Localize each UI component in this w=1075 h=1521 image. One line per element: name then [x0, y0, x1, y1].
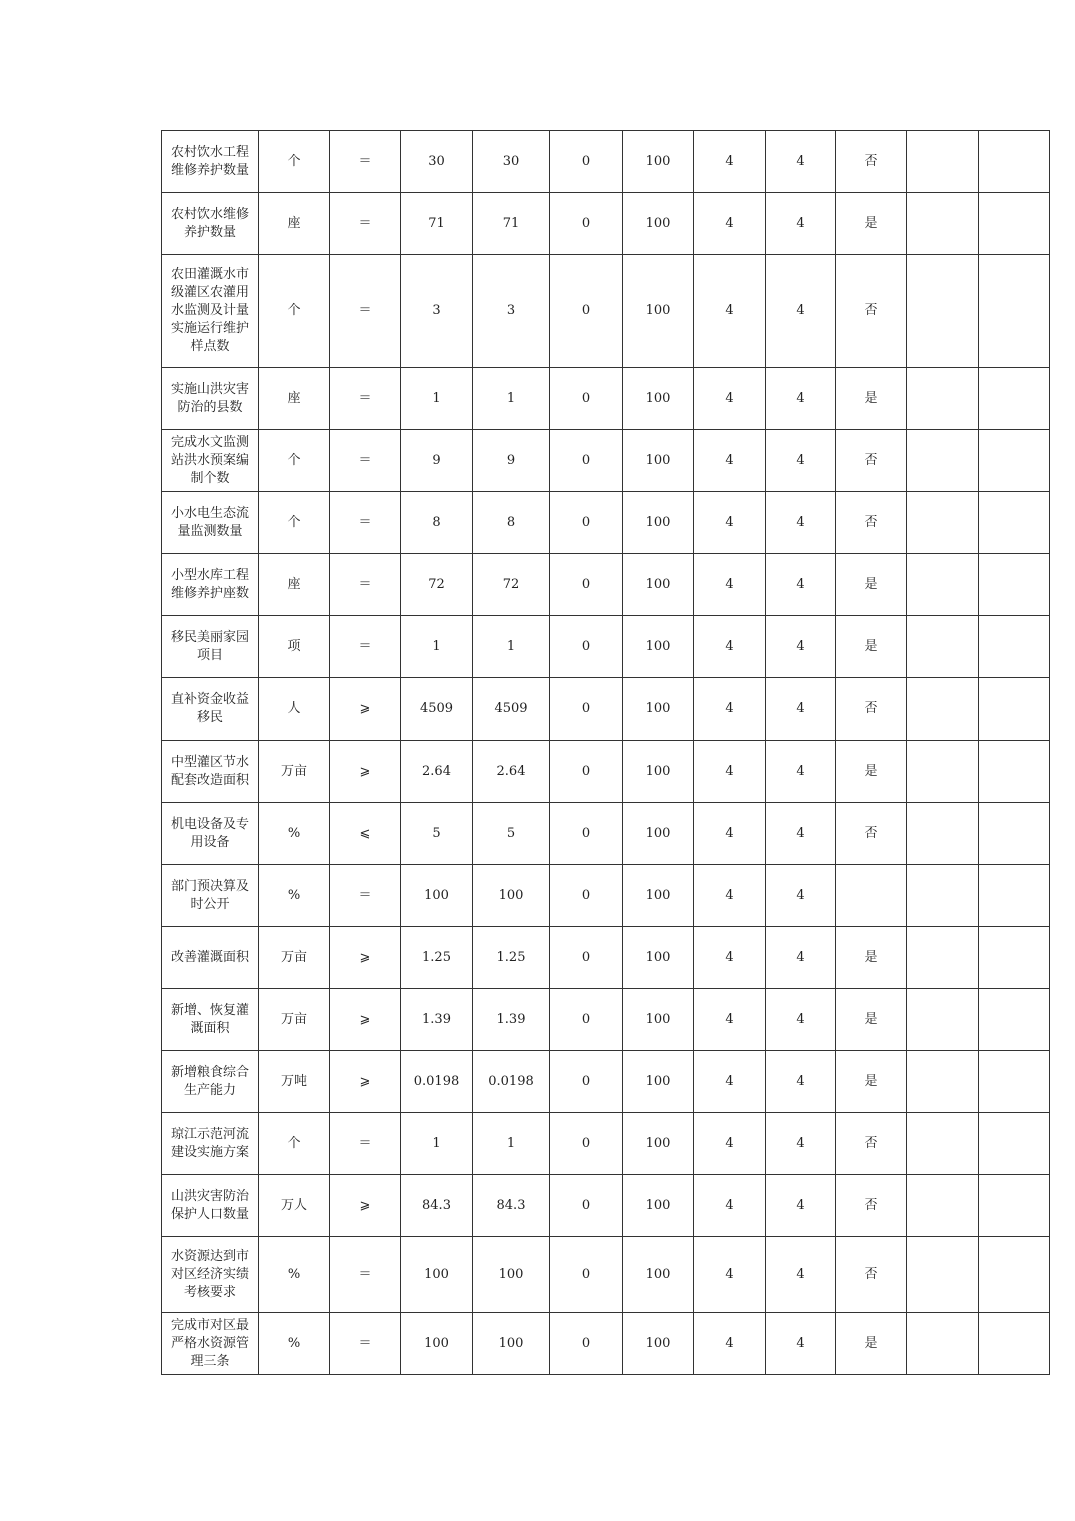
operator-cell: ⩾ — [330, 678, 401, 741]
weight-cell: 4 — [694, 1175, 766, 1237]
blank-cell — [907, 865, 979, 927]
actual-value-cell: 4509 — [473, 678, 550, 741]
score-cell: 4 — [766, 492, 836, 554]
target-value-cell: 2.64 — [401, 741, 473, 803]
weight-cell: 4 — [694, 989, 766, 1051]
completion-rate-cell: 100 — [623, 678, 694, 741]
score-cell: 4 — [766, 255, 836, 368]
target-value-cell: 1 — [401, 616, 473, 678]
flag-cell: 否 — [836, 492, 907, 554]
score-cell: 4 — [766, 803, 836, 865]
completion-rate-cell: 100 — [623, 430, 694, 492]
target-value-cell: 5 — [401, 803, 473, 865]
target-value-cell: 1.25 — [401, 927, 473, 989]
operator-cell: ⩾ — [330, 989, 401, 1051]
unit-cell: 个 — [259, 492, 330, 554]
unit-cell: 万亩 — [259, 989, 330, 1051]
table-row — [162, 1237, 1050, 1313]
actual-value-cell: 2.64 — [473, 741, 550, 803]
score-cell: 4 — [766, 865, 836, 927]
operator-cell: ⩾ — [330, 1175, 401, 1237]
score-cell: 4 — [766, 989, 836, 1051]
flag-cell — [836, 865, 907, 927]
flag-cell: 是 — [836, 989, 907, 1051]
flag-cell: 否 — [836, 1237, 907, 1313]
score-cell: 4 — [766, 554, 836, 616]
table-row — [162, 1113, 1050, 1175]
deviation-cell: 0 — [550, 430, 623, 492]
completion-rate-cell: 100 — [623, 1175, 694, 1237]
weight-cell: 4 — [694, 554, 766, 616]
unit-cell: 万人 — [259, 1175, 330, 1237]
weight-cell: 4 — [694, 803, 766, 865]
actual-value-cell: 0.0198 — [473, 1051, 550, 1113]
unit-cell: 人 — [259, 678, 330, 741]
indicator-name-cell: 改善灌溉面积 — [162, 927, 259, 989]
weight-cell: 4 — [694, 255, 766, 368]
unit-cell: 个 — [259, 255, 330, 368]
completion-rate-cell: 100 — [623, 803, 694, 865]
blank-cell — [979, 430, 1050, 492]
blank-cell — [979, 368, 1050, 430]
completion-rate-cell: 100 — [623, 616, 694, 678]
weight-cell: 4 — [694, 1051, 766, 1113]
weight-cell: 4 — [694, 1313, 766, 1375]
table-row — [162, 1051, 1050, 1113]
target-value-cell: 4509 — [401, 678, 473, 741]
actual-value-cell: 1.25 — [473, 927, 550, 989]
completion-rate-cell: 100 — [623, 1051, 694, 1113]
indicator-name-cell: 农田灌溉水市级灌区农灌用水监测及计量实施运行维护样点数 — [162, 255, 259, 368]
flag-cell: 是 — [836, 554, 907, 616]
indicator-name-cell: 完成市对区最严格水资源管理三条 — [162, 1313, 259, 1375]
operator-cell: ＝ — [330, 430, 401, 492]
blank-cell — [907, 1237, 979, 1313]
weight-cell: 4 — [694, 368, 766, 430]
table-row — [162, 193, 1050, 255]
actual-value-cell: 71 — [473, 193, 550, 255]
weight-cell: 4 — [694, 865, 766, 927]
actual-value-cell: 100 — [473, 1313, 550, 1375]
indicator-name-cell: 琼江示范河流建设实施方案 — [162, 1113, 259, 1175]
indicator-name-cell: 新增粮食综合生产能力 — [162, 1051, 259, 1113]
table-row — [162, 492, 1050, 554]
weight-cell: 4 — [694, 927, 766, 989]
table-row — [162, 430, 1050, 492]
deviation-cell: 0 — [550, 1051, 623, 1113]
table-row — [162, 803, 1050, 865]
blank-cell — [979, 803, 1050, 865]
blank-cell — [979, 678, 1050, 741]
deviation-cell: 0 — [550, 1313, 623, 1375]
operator-cell: ＝ — [330, 1313, 401, 1375]
completion-rate-cell: 100 — [623, 492, 694, 554]
unit-cell: % — [259, 865, 330, 927]
completion-rate-cell: 100 — [623, 1313, 694, 1375]
operator-cell: ＝ — [330, 255, 401, 368]
deviation-cell: 0 — [550, 131, 623, 193]
operator-cell: ⩾ — [330, 741, 401, 803]
weight-cell: 4 — [694, 616, 766, 678]
indicator-name-cell: 中型灌区节水配套改造面积 — [162, 741, 259, 803]
table-row — [162, 131, 1050, 193]
indicator-name-cell: 部门预决算及时公开 — [162, 865, 259, 927]
target-value-cell: 1 — [401, 368, 473, 430]
weight-cell: 4 — [694, 492, 766, 554]
deviation-cell: 0 — [550, 1113, 623, 1175]
score-cell: 4 — [766, 1051, 836, 1113]
target-value-cell: 1.39 — [401, 989, 473, 1051]
completion-rate-cell: 100 — [623, 368, 694, 430]
deviation-cell: 0 — [550, 492, 623, 554]
actual-value-cell: 1 — [473, 616, 550, 678]
table-row — [162, 865, 1050, 927]
score-cell: 4 — [766, 1313, 836, 1375]
completion-rate-cell: 100 — [623, 1113, 694, 1175]
deviation-cell: 0 — [550, 368, 623, 430]
actual-value-cell: 72 — [473, 554, 550, 616]
unit-cell: 座 — [259, 193, 330, 255]
blank-cell — [907, 678, 979, 741]
actual-value-cell: 30 — [473, 131, 550, 193]
actual-value-cell: 1 — [473, 368, 550, 430]
score-cell: 4 — [766, 1237, 836, 1313]
target-value-cell: 0.0198 — [401, 1051, 473, 1113]
score-cell: 4 — [766, 368, 836, 430]
table-row — [162, 1175, 1050, 1237]
table-row — [162, 1313, 1050, 1375]
deviation-cell: 0 — [550, 554, 623, 616]
flag-cell: 是 — [836, 1313, 907, 1375]
table-body — [162, 131, 1050, 1375]
blank-cell — [907, 554, 979, 616]
blank-cell — [979, 1313, 1050, 1375]
flag-cell: 否 — [836, 430, 907, 492]
blank-cell — [979, 131, 1050, 193]
indicator-name-cell: 农村饮水维修养护数量 — [162, 193, 259, 255]
deviation-cell: 0 — [550, 803, 623, 865]
actual-value-cell: 9 — [473, 430, 550, 492]
unit-cell: 万亩 — [259, 927, 330, 989]
score-cell: 4 — [766, 1113, 836, 1175]
indicator-name-cell: 实施山洪灾害防治的县数 — [162, 368, 259, 430]
unit-cell: 座 — [259, 554, 330, 616]
score-cell: 4 — [766, 678, 836, 741]
score-cell: 4 — [766, 131, 836, 193]
blank-cell — [979, 616, 1050, 678]
operator-cell: ⩾ — [330, 1051, 401, 1113]
deviation-cell: 0 — [550, 1175, 623, 1237]
operator-cell: ＝ — [330, 554, 401, 616]
blank-cell — [907, 741, 979, 803]
blank-cell — [907, 1051, 979, 1113]
indicator-name-cell: 移民美丽家园项目 — [162, 616, 259, 678]
unit-cell: % — [259, 1237, 330, 1313]
unit-cell: 个 — [259, 1113, 330, 1175]
flag-cell: 是 — [836, 193, 907, 255]
target-value-cell: 3 — [401, 255, 473, 368]
flag-cell: 是 — [836, 616, 907, 678]
score-cell: 4 — [766, 430, 836, 492]
operator-cell: ＝ — [330, 131, 401, 193]
unit-cell: % — [259, 1313, 330, 1375]
weight-cell: 4 — [694, 741, 766, 803]
completion-rate-cell: 100 — [623, 1237, 694, 1313]
blank-cell — [979, 865, 1050, 927]
operator-cell: ⩽ — [330, 803, 401, 865]
blank-cell — [979, 1237, 1050, 1313]
target-value-cell: 30 — [401, 131, 473, 193]
actual-value-cell: 100 — [473, 865, 550, 927]
table-row — [162, 616, 1050, 678]
score-cell: 4 — [766, 741, 836, 803]
completion-rate-cell: 100 — [623, 255, 694, 368]
target-value-cell: 9 — [401, 430, 473, 492]
actual-value-cell: 1 — [473, 1113, 550, 1175]
operator-cell: ＝ — [330, 1237, 401, 1313]
blank-cell — [907, 1175, 979, 1237]
indicator-name-cell: 小水电生态流量监测数量 — [162, 492, 259, 554]
blank-cell — [979, 741, 1050, 803]
target-value-cell: 1 — [401, 1113, 473, 1175]
weight-cell: 4 — [694, 430, 766, 492]
table-row — [162, 255, 1050, 368]
flag-cell: 是 — [836, 927, 907, 989]
unit-cell: % — [259, 803, 330, 865]
completion-rate-cell: 100 — [623, 865, 694, 927]
unit-cell: 个 — [259, 131, 330, 193]
unit-cell: 万亩 — [259, 741, 330, 803]
actual-value-cell: 5 — [473, 803, 550, 865]
table-row — [162, 927, 1050, 989]
actual-value-cell: 8 — [473, 492, 550, 554]
completion-rate-cell: 100 — [623, 927, 694, 989]
blank-cell — [979, 554, 1050, 616]
table-row — [162, 741, 1050, 803]
indicator-name-cell: 完成水文监测站洪水预案编制个数 — [162, 430, 259, 492]
blank-cell — [907, 131, 979, 193]
blank-cell — [907, 1313, 979, 1375]
deviation-cell: 0 — [550, 193, 623, 255]
deviation-cell: 0 — [550, 741, 623, 803]
target-value-cell: 100 — [401, 1313, 473, 1375]
blank-cell — [979, 1113, 1050, 1175]
performance-table — [161, 130, 1050, 1375]
score-cell: 4 — [766, 616, 836, 678]
unit-cell: 项 — [259, 616, 330, 678]
blank-cell — [979, 989, 1050, 1051]
operator-cell: ⩾ — [330, 927, 401, 989]
target-value-cell: 71 — [401, 193, 473, 255]
blank-cell — [907, 193, 979, 255]
blank-cell — [907, 492, 979, 554]
flag-cell: 否 — [836, 255, 907, 368]
operator-cell: ＝ — [330, 492, 401, 554]
blank-cell — [979, 927, 1050, 989]
blank-cell — [979, 1175, 1050, 1237]
flag-cell: 否 — [836, 1113, 907, 1175]
score-cell: 4 — [766, 1175, 836, 1237]
deviation-cell: 0 — [550, 989, 623, 1051]
weight-cell: 4 — [694, 1113, 766, 1175]
indicator-name-cell: 山洪灾害防治保护人口数量 — [162, 1175, 259, 1237]
flag-cell: 否 — [836, 678, 907, 741]
flag-cell: 是 — [836, 1051, 907, 1113]
unit-cell: 万吨 — [259, 1051, 330, 1113]
flag-cell: 否 — [836, 803, 907, 865]
deviation-cell: 0 — [550, 865, 623, 927]
operator-cell: ＝ — [330, 368, 401, 430]
indicator-name-cell: 水资源达到市对区经济实绩考核要求 — [162, 1237, 259, 1313]
table-row — [162, 678, 1050, 741]
blank-cell — [979, 255, 1050, 368]
blank-cell — [907, 1113, 979, 1175]
completion-rate-cell: 100 — [623, 989, 694, 1051]
blank-cell — [907, 803, 979, 865]
target-value-cell: 100 — [401, 865, 473, 927]
actual-value-cell: 84.3 — [473, 1175, 550, 1237]
weight-cell: 4 — [694, 131, 766, 193]
table-row — [162, 554, 1050, 616]
target-value-cell: 100 — [401, 1237, 473, 1313]
operator-cell: ＝ — [330, 616, 401, 678]
target-value-cell: 72 — [401, 554, 473, 616]
blank-cell — [907, 430, 979, 492]
blank-cell — [979, 492, 1050, 554]
operator-cell: ＝ — [330, 865, 401, 927]
weight-cell: 4 — [694, 678, 766, 741]
flag-cell: 是 — [836, 741, 907, 803]
target-value-cell: 8 — [401, 492, 473, 554]
score-cell: 4 — [766, 193, 836, 255]
indicator-name-cell: 小型水库工程维修养护座数 — [162, 554, 259, 616]
deviation-cell: 0 — [550, 1237, 623, 1313]
table-row — [162, 989, 1050, 1051]
weight-cell: 4 — [694, 1237, 766, 1313]
indicator-name-cell: 机电设备及专用设备 — [162, 803, 259, 865]
deviation-cell: 0 — [550, 255, 623, 368]
blank-cell — [907, 989, 979, 1051]
deviation-cell: 0 — [550, 678, 623, 741]
unit-cell: 个 — [259, 430, 330, 492]
completion-rate-cell: 100 — [623, 554, 694, 616]
flag-cell: 是 — [836, 368, 907, 430]
actual-value-cell: 3 — [473, 255, 550, 368]
unit-cell: 座 — [259, 368, 330, 430]
target-value-cell: 84.3 — [401, 1175, 473, 1237]
completion-rate-cell: 100 — [623, 131, 694, 193]
completion-rate-cell: 100 — [623, 741, 694, 803]
weight-cell: 4 — [694, 193, 766, 255]
completion-rate-cell: 100 — [623, 193, 694, 255]
score-cell: 4 — [766, 927, 836, 989]
deviation-cell: 0 — [550, 616, 623, 678]
blank-cell — [907, 368, 979, 430]
blank-cell — [907, 927, 979, 989]
blank-cell — [907, 255, 979, 368]
table-row — [162, 368, 1050, 430]
operator-cell: ＝ — [330, 193, 401, 255]
blank-cell — [979, 1051, 1050, 1113]
indicator-name-cell: 直补资金收益移民 — [162, 678, 259, 741]
flag-cell: 否 — [836, 1175, 907, 1237]
actual-value-cell: 1.39 — [473, 989, 550, 1051]
actual-value-cell: 100 — [473, 1237, 550, 1313]
blank-cell — [979, 193, 1050, 255]
indicator-name-cell: 农村饮水工程维修养护数量 — [162, 131, 259, 193]
blank-cell — [907, 616, 979, 678]
indicator-name-cell: 新增、恢复灌溉面积 — [162, 989, 259, 1051]
deviation-cell: 0 — [550, 927, 623, 989]
operator-cell: ＝ — [330, 1113, 401, 1175]
flag-cell: 否 — [836, 131, 907, 193]
